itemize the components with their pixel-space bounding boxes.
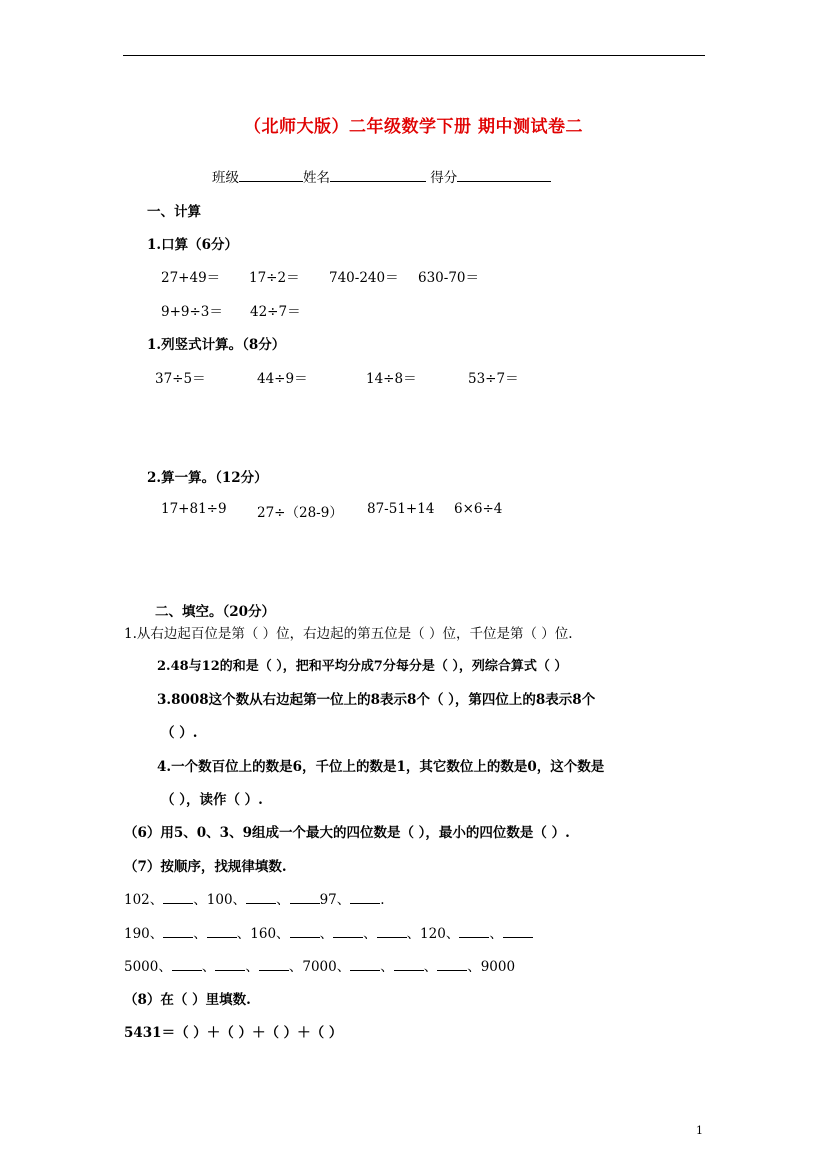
seq-blank[interactable]: [163, 890, 193, 904]
score-blank[interactable]: [457, 168, 551, 182]
seq-text: 5000、: [124, 959, 172, 975]
q1-problem: 42÷7＝: [250, 304, 301, 320]
class-blank[interactable]: [239, 168, 303, 182]
seq-blank[interactable]: [459, 924, 489, 938]
q2-problem: 53÷7＝: [468, 371, 519, 387]
fill-question-8-equation: 5431＝（ ）＋（ ）＋（ ）＋（ ）: [124, 1025, 343, 1041]
sequence-row-3: [124, 955, 515, 975]
q2-problem: 14÷8＝: [366, 371, 417, 387]
q2-problem: 37÷5＝: [155, 371, 206, 387]
seq-text: 、: [380, 959, 394, 975]
section-1-title: 一、计算: [147, 204, 201, 220]
q1-problem: 630-70＝: [418, 270, 480, 286]
seq-text: 、: [201, 959, 216, 975]
seq-blank[interactable]: [246, 890, 276, 904]
q3-title: 2.算一算。（12分）: [147, 470, 268, 486]
page-title: （北师大版）二年级数学下册 期中测试卷二: [244, 117, 583, 137]
seq-blank[interactable]: [207, 924, 237, 938]
seq-text: 190、: [124, 926, 164, 942]
seq-blank[interactable]: [163, 924, 193, 938]
header-rule: [123, 55, 705, 56]
seq-text: 、: [276, 892, 290, 908]
seq-text: 、7000、: [288, 959, 351, 975]
fill-question-4: 4.一个数百位上的数是6，千位上的数是1，其它数位上的数是0，这个数是: [157, 759, 605, 775]
fill-question-8: （8）在（ ）里填数.: [124, 992, 251, 1008]
seq-text: 、120、: [406, 926, 460, 942]
seq-blank[interactable]: [172, 957, 202, 971]
seq-text: .: [380, 892, 385, 908]
seq-text: 97、: [319, 892, 351, 908]
name-label: 姓名: [303, 170, 330, 186]
student-info-line: [212, 166, 551, 186]
seq-blank[interactable]: [333, 924, 363, 938]
seq-text: 、: [489, 926, 503, 942]
seq-blank[interactable]: [350, 890, 380, 904]
q3-problem: 17+81÷9: [161, 501, 227, 517]
q1-problem: 27+49＝: [161, 270, 221, 286]
class-label: 班级: [212, 170, 239, 186]
q2-title: 1.列竖式计算。（8分）: [147, 337, 286, 353]
seq-blank[interactable]: [394, 957, 424, 971]
section-2-title: 二、填空。（20分）: [155, 604, 276, 620]
seq-text: 、160、: [236, 926, 290, 942]
seq-text: 、: [423, 959, 438, 975]
q3-problem: 6×6÷4: [454, 501, 503, 517]
seq-text: 、: [245, 959, 259, 975]
fill-question-3: 3.8008这个数从右边起第一位上的8表示8个（ ），第四位上的8表示8个: [157, 692, 596, 708]
seq-text: 、100、: [193, 892, 247, 908]
fill-question-1: 1.从右边起百位是第（ ）位，右边起的第五位是（ ）位，千位是第（ ）位.: [124, 626, 573, 642]
name-blank[interactable]: [330, 168, 426, 182]
seq-blank[interactable]: [350, 957, 380, 971]
sequence-row-2: [124, 922, 533, 942]
seq-blank[interactable]: [215, 957, 245, 971]
seq-blank[interactable]: [503, 924, 533, 938]
seq-blank[interactable]: [377, 924, 407, 938]
seq-blank[interactable]: [437, 957, 467, 971]
seq-blank[interactable]: [290, 924, 320, 938]
q1-problem: 9+9÷3＝: [161, 304, 223, 320]
page-number: 1: [696, 1124, 703, 1137]
seq-blank[interactable]: [290, 890, 320, 904]
seq-text: 、9000: [467, 959, 516, 975]
fill-question-4-cont: （ ），读作（ ）.: [161, 792, 263, 808]
fill-question-6: （6）用5、0、3、9组成一个最大的四位数是（ ），最小的四位数是（ ）.: [124, 825, 570, 841]
q1-problem: 740-240＝: [329, 270, 399, 286]
q1-problem: 17÷2＝: [249, 270, 300, 286]
q3-problem: 87-51+14: [367, 501, 435, 517]
fill-question-3-cont: （ ）.: [161, 725, 198, 741]
q2-problem: 44÷9＝: [257, 371, 308, 387]
seq-text: 102、: [124, 892, 164, 908]
seq-blank[interactable]: [259, 957, 289, 971]
seq-text: 、: [193, 926, 207, 942]
q1-title: 1.口算（6分）: [147, 237, 238, 253]
q3-problem: 27÷（28-9）: [257, 505, 343, 521]
score-label: 得分: [430, 170, 458, 186]
fill-question-7: （7）按顺序，找规律填数.: [124, 859, 287, 875]
seq-text: 、: [363, 926, 377, 942]
sequence-row-1: [124, 888, 385, 908]
seq-text: 、: [319, 926, 334, 942]
fill-question-2: 2.48与12的和是（ ），把和平均分成7分每分是（ ），列综合算式（ ）: [157, 659, 568, 674]
